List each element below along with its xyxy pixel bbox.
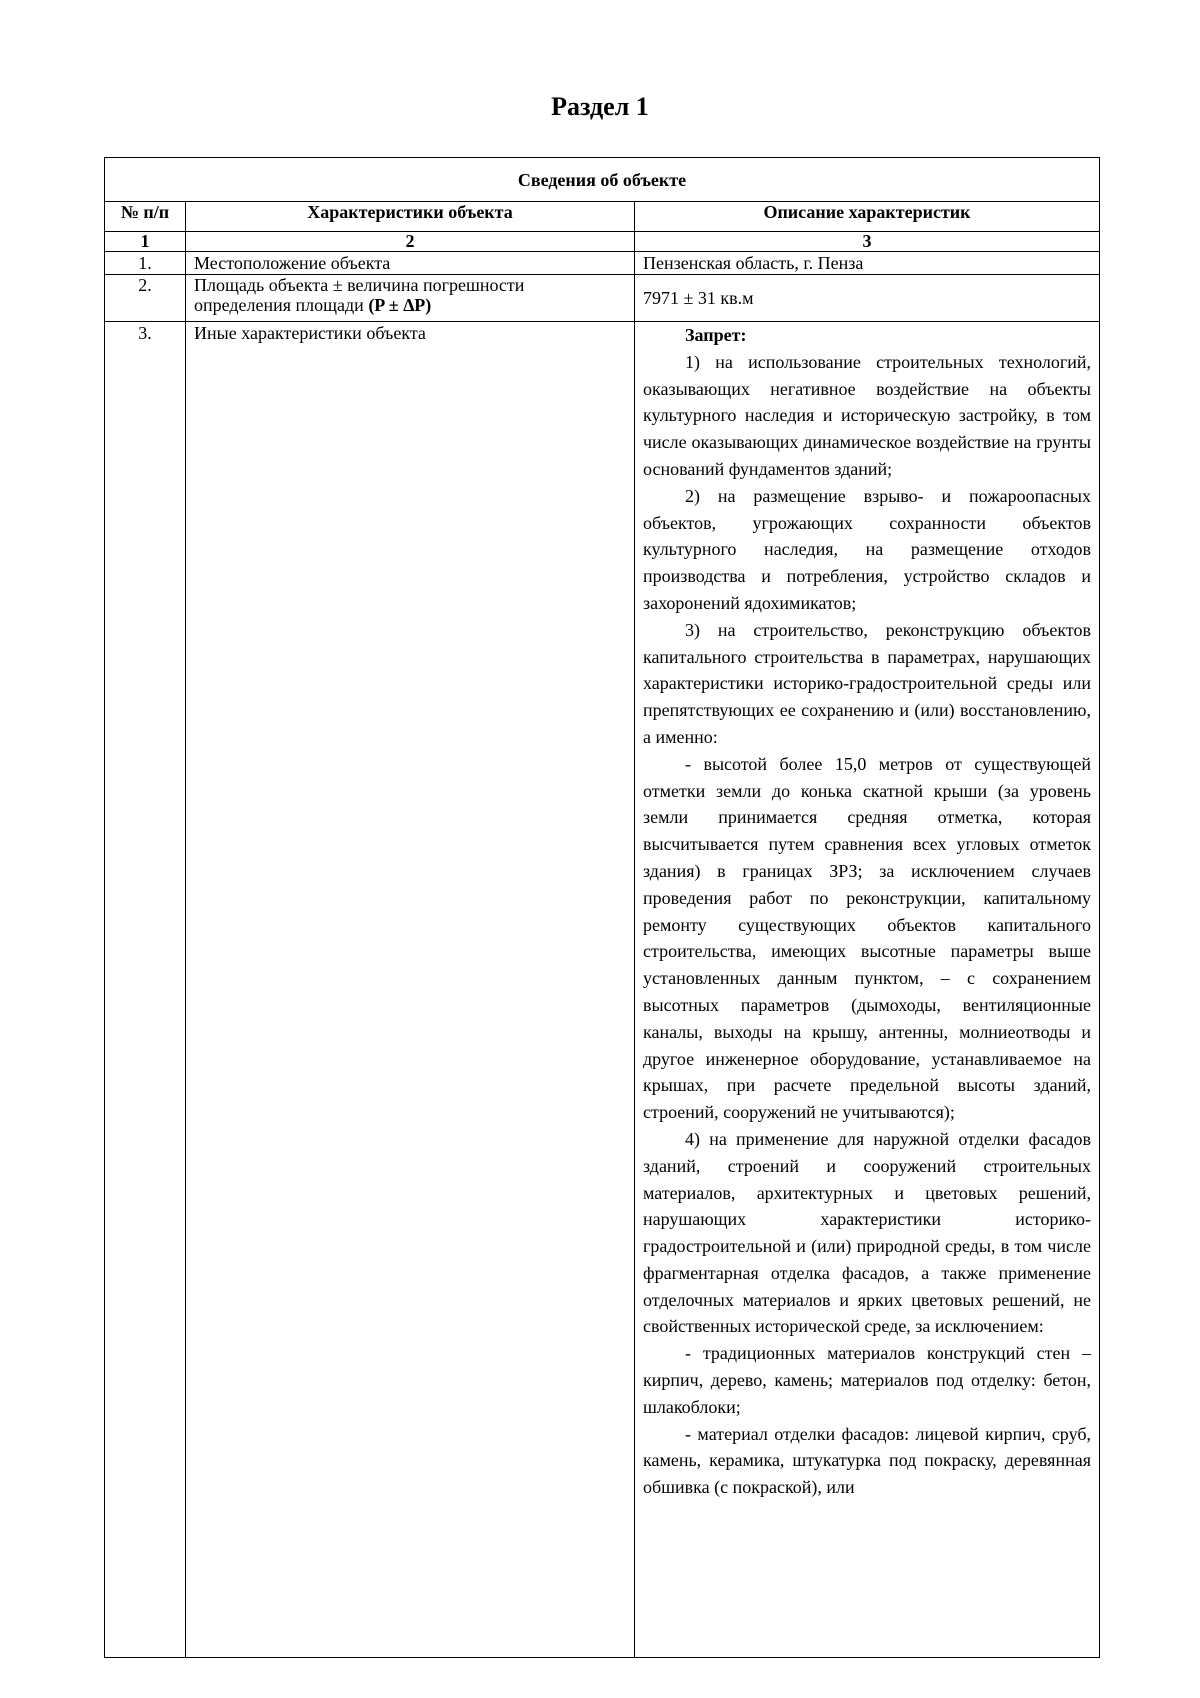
header-description: Описание характеристик xyxy=(635,202,1100,232)
characteristic-formula: (P ± ∆P) xyxy=(368,295,432,315)
table-row xyxy=(105,252,1100,275)
restriction-paragraph: 1) на использование строительных технологий, оказывающих негативное воздействие на объекты культурного наследия и историческую застройку, в том числе оказывающих динамическое воздействие на грунты оснований фундаментов зданий; xyxy=(643,351,1091,479)
restriction-paragraph: 3) на строительство, реконструкцию объектов капитального строительства в параметрах, нарушающих характеристики историко-градостроительной среды или препятствующих ее сохранению и (или) восстановлению, а именно: xyxy=(643,619,1091,747)
row-description xyxy=(635,322,1100,1658)
column-number-1: 1 xyxy=(105,232,186,252)
row-number: 3. xyxy=(105,322,186,1658)
characteristic-line-1: Площадь объекта ± величина погрешности xyxy=(194,275,525,295)
table-caption: Сведения об объекте xyxy=(105,158,1100,202)
characteristic-line-2: определения площади xyxy=(194,295,369,315)
restriction-paragraph: - традиционных материалов конструкций стен – кирпич, дерево, камень; материалов под отделку: бетон, шлакоблоки; xyxy=(643,1343,1091,1417)
row-characteristic: Иные характеристики объекта xyxy=(186,322,635,1658)
row-characteristic xyxy=(186,275,635,322)
restriction-paragraph: 4) на применение для наружной отделки фасадов зданий, строений и сооружений строительных материалов, архитектурных и цветовых решений, нарушающих характеристики историко-градостроительной и (или) природной среды, в том числе фрагментарная отделка фасадов, а также применение отделочных материалов и ярких цветовых решений, не свойственных исторической среде, за исключением: xyxy=(643,1128,1091,1337)
table-row xyxy=(105,275,1100,322)
header-characteristic: Характеристики объекта xyxy=(186,202,635,232)
header-number: № п/п xyxy=(105,202,186,232)
restriction-paragraph: - материал отделки фасадов: лицевой кирпич, сруб, камень, керамика, штукатурка под покраску, деревянная обшивка (с покраской), или xyxy=(643,1423,1091,1498)
restriction-heading: Запрет: xyxy=(685,325,747,345)
row-number: 1. xyxy=(105,252,186,275)
row-characteristic: Местоположение объекта xyxy=(186,252,635,275)
section-title: Раздел 1 xyxy=(551,92,649,121)
column-number-2: 2 xyxy=(186,232,635,252)
table-row xyxy=(105,322,1100,1658)
object-info-table xyxy=(104,157,1100,1658)
row-number: 2. xyxy=(105,275,186,322)
row-description: Пензенская область, г. Пенза xyxy=(635,252,1100,275)
restriction-paragraph: - высотой более 15,0 метров от существующей отметки земли до конька скатной крыши (за уровень земли принимается средняя отметка, которая высчитывается путем сравнения всех угловых отметок здания) в границах ЗРЗ; за исключением случаев проведения работ по реконструкции, капитальному ремонту существующих объектов капитального строительства, имеющих высотные параметры выше установленных данным пунктом, – с сохранением высотных параметров (дымоходы, вентиляционные каналы, выходы на крышу, антенны, молниеотводы и другое инженерное оборудование, устанавливаемое на крышах, при расчете предельной высоты зданий, строений, сооружений не учитываются); xyxy=(643,753,1091,1123)
column-number-3: 3 xyxy=(635,232,1100,252)
restriction-paragraph: 2) на размещение взрыво- и пожароопасных объектов, угрожающих сохранности объектов культурного наследия, на размещение отходов производства и потребления, устройство складов и захоронений ядохимикатов; xyxy=(643,485,1091,613)
row-description: 7971 ± 31 кв.м xyxy=(635,275,1100,322)
